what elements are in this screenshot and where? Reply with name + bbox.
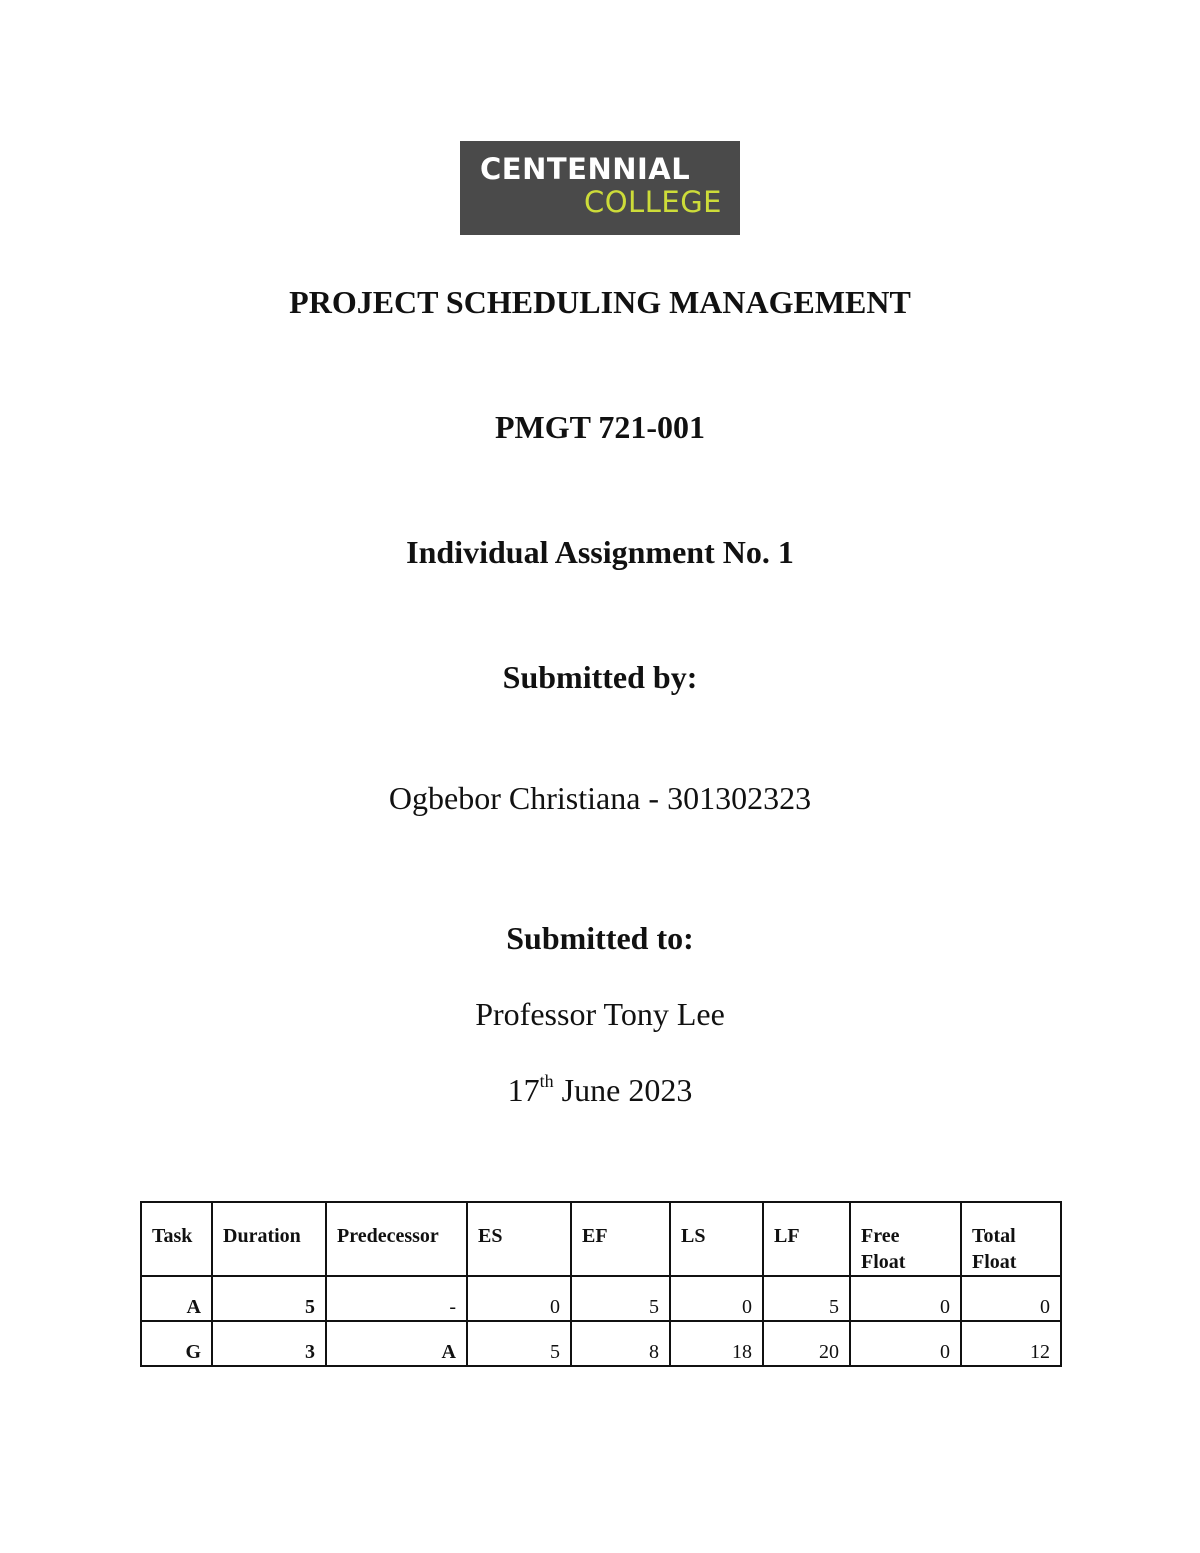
cell-task: A <box>141 1276 212 1321</box>
cell-ls: 0 <box>670 1276 763 1321</box>
table-header-row <box>141 1202 1061 1276</box>
submitted-by-label: Submitted by: <box>502 659 698 695</box>
submitted-to-label: Submitted to: <box>506 920 694 956</box>
header-ls: LS <box>670 1202 763 1276</box>
cell-es: 0 <box>467 1276 571 1321</box>
course-code: PMGT 721-001 <box>494 409 706 445</box>
student-name: Ogbebor Christiana - 301302323 <box>388 780 812 816</box>
assignment-title: Individual Assignment No. 1 <box>406 534 794 570</box>
document-title: PROJECT SCHEDULING MANAGEMENT <box>289 284 911 320</box>
cell-lf: 5 <box>763 1276 850 1321</box>
table-row <box>141 1321 1061 1366</box>
cell-free-float: 0 <box>850 1321 961 1366</box>
date-rest: June 2023 <box>553 1072 693 1108</box>
cell-ls: 18 <box>670 1321 763 1366</box>
header-es: ES <box>467 1202 571 1276</box>
professor-name: Professor Tony Lee <box>475 996 725 1032</box>
cell-duration: 5 <box>212 1276 326 1321</box>
cell-task: G <box>141 1321 212 1366</box>
cell-predecessor: A <box>326 1321 467 1366</box>
cell-predecessor: - <box>326 1276 467 1321</box>
submission-date <box>0 1071 1200 1109</box>
cell-free-float: 0 <box>850 1276 961 1321</box>
header-free-float: Free Float <box>850 1202 961 1276</box>
logo-line-1: CENTENNIAL <box>480 152 691 186</box>
cell-total-float: 12 <box>961 1321 1061 1366</box>
cell-ef: 8 <box>571 1321 670 1366</box>
schedule-table <box>140 1201 1062 1367</box>
logo-line-2: COLLEGE <box>583 185 722 219</box>
cell-lf: 20 <box>763 1321 850 1366</box>
cell-ef: 5 <box>571 1276 670 1321</box>
header-duration: Duration <box>212 1202 326 1276</box>
header-lf: LF <box>763 1202 850 1276</box>
college-logo <box>460 141 740 235</box>
cell-es: 5 <box>467 1321 571 1366</box>
date-day: 17 <box>507 1072 540 1108</box>
header-ef: EF <box>571 1202 670 1276</box>
date-suffix: th <box>539 1071 554 1091</box>
header-predecessor: Predecessor <box>326 1202 467 1276</box>
cell-total-float: 0 <box>961 1276 1061 1321</box>
header-total-float: Total Float <box>961 1202 1061 1276</box>
header-task: Task <box>141 1202 212 1276</box>
table-row <box>141 1276 1061 1321</box>
cell-duration: 3 <box>212 1321 326 1366</box>
